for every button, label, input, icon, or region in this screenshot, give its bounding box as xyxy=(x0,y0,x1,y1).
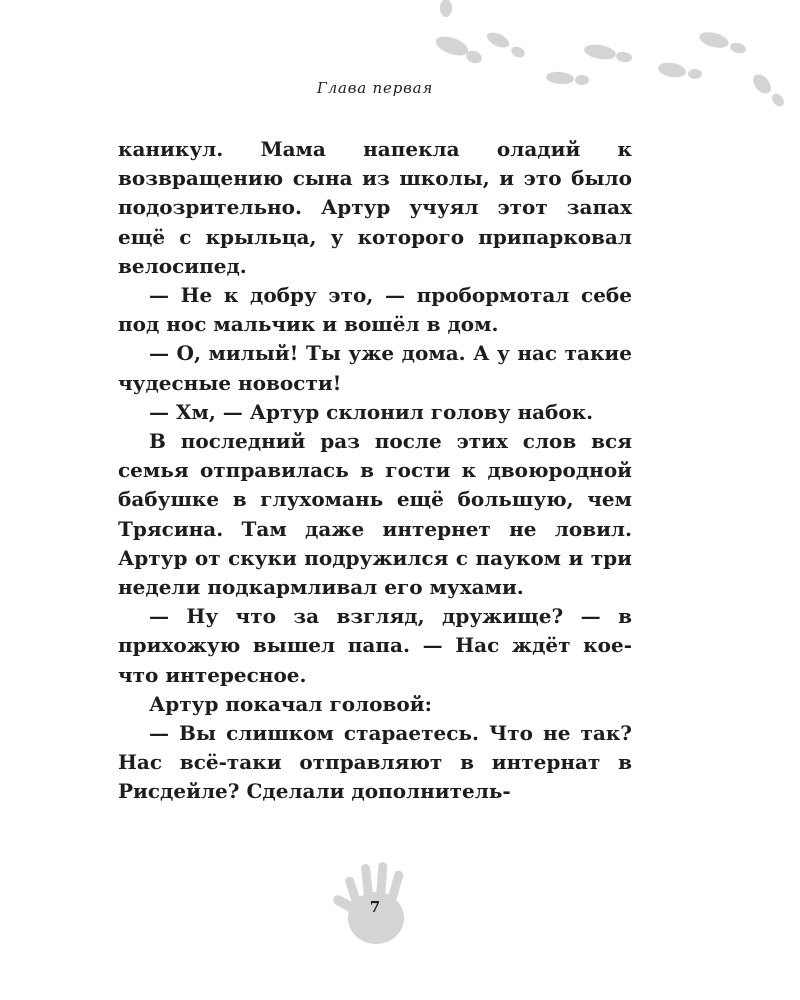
paragraph: — Не к добру это, — пробормотал себе под нос мальчик и вошёл в дом. xyxy=(118,283,632,337)
page-number: 7 xyxy=(369,898,381,916)
footprints-icon xyxy=(0,0,800,130)
main-text xyxy=(118,135,632,807)
paragraph: — О, милый! Ты уже дома. А у нас такие чудесные новости! xyxy=(118,341,632,395)
paragraph: Артур покачал головой: xyxy=(149,691,432,716)
paragraph: В последний раз после этих слов вся семья отправилась в гости к двоюродной бабушке в глухомань ещё большую, чем Трясина. Там даже интернет не ловил. Артур от скуки подружился с пауком и три недели подкармливал его мухами. xyxy=(118,429,632,600)
paragraph: — Ну что за взгляд, дружище? — в прихожую вышел папа. — Нас ждёт кое-что интересное. xyxy=(118,604,632,687)
paragraph: каникул. Мама напекла оладий к возвращению сына из школы, и это было подозрительно. Артур учуял этот запах ещё с крыльца, у которого припарковал велосипед. xyxy=(118,137,632,278)
chapter-title: Глава первая xyxy=(316,79,434,97)
paragraph: — Хм, — Артур склонил голову набок. xyxy=(149,399,594,424)
paragraph: — Вы слишком стараетесь. Что не так? Нас всё-таки отправляют в интернат в Рисдейле? Сделали дополнитель- xyxy=(118,721,632,804)
